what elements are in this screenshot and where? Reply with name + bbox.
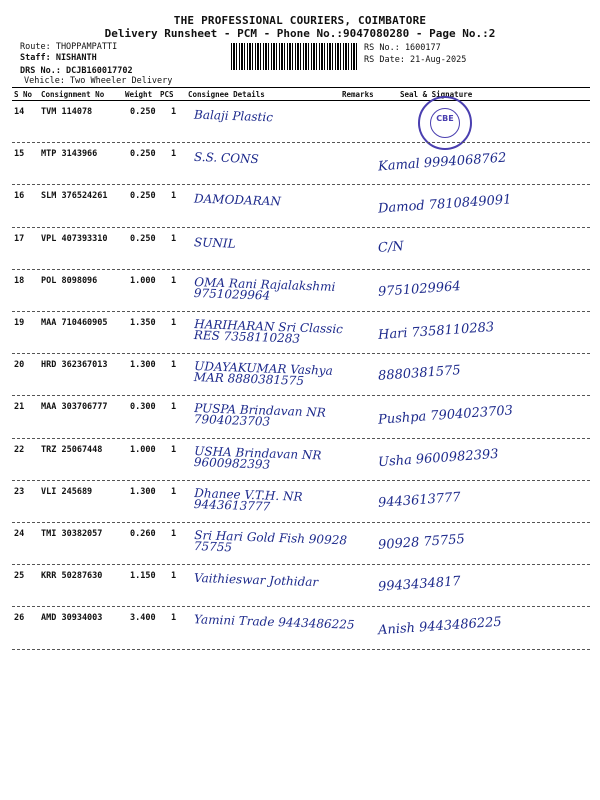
drs-number: DRS No.: DCJB160017702 xyxy=(20,66,133,76)
row-pcs: 1 xyxy=(171,402,177,413)
row-weight: 3.400 xyxy=(130,613,156,624)
row-pcs: 1 xyxy=(171,486,177,497)
col-weight: Weight xyxy=(125,90,153,99)
row-consignment-no: HRD 362367013 xyxy=(41,360,108,371)
row-pcs: 1 xyxy=(171,444,177,455)
row-weight: 1.300 xyxy=(130,360,156,371)
col-sno: S No xyxy=(14,90,33,99)
row-pcs: 1 xyxy=(171,191,177,202)
table-row xyxy=(12,523,590,565)
row-pcs: 1 xyxy=(171,149,177,160)
row-consignment-no: VPL 407393310 xyxy=(41,233,108,244)
table-row xyxy=(12,396,590,438)
rs-date: RS Date: 21-Aug-2025 xyxy=(364,55,467,65)
row-signature-handwritten: C/N xyxy=(377,238,405,256)
row-consignee-handwritten: HARIHARAN Sri Classic RES 7358110283 xyxy=(193,317,344,346)
row-consignee-handwritten: OMA Rani Rajalakshmi 9751029964 xyxy=(193,274,336,303)
row-consignee-handwritten: UDAYAKUMAR Vashya MAR 8880381575 xyxy=(193,359,333,389)
row-signature-handwritten: 8880381575 xyxy=(377,363,462,385)
table-row xyxy=(12,143,590,185)
runsheet-title: Delivery Runsheet - PCM - Phone No.:9047080280 - Page No.:2 xyxy=(104,27,496,40)
row-consignee-handwritten: DAMODARAN xyxy=(193,191,282,209)
row-consignment-no: POL 8098096 xyxy=(41,275,98,286)
row-consignment-no: TMI 30382057 xyxy=(41,529,103,539)
row-weight: 0.250 xyxy=(130,149,156,160)
row-sno: 20 xyxy=(14,360,25,371)
row-signature-handwritten: Hari 7358110283 xyxy=(377,319,495,344)
row-signature-handwritten: Anish 9443486225 xyxy=(377,615,503,639)
row-sno: 14 xyxy=(14,107,25,117)
row-consignee-handwritten: USHA Brindavan NR 9600982393 xyxy=(193,443,322,472)
row-sno: 16 xyxy=(14,191,25,202)
row-signature-handwritten: Usha 9600982393 xyxy=(377,446,499,470)
vehicle-label: Vehicle: Two Wheeler Delivery xyxy=(24,76,173,86)
row-pcs: 1 xyxy=(171,613,177,624)
row-consignment-no: AMD 30934003 xyxy=(41,613,103,624)
table-row xyxy=(12,607,590,649)
table-row xyxy=(12,354,590,396)
row-sno: 25 xyxy=(14,571,25,582)
header-rule-top xyxy=(12,87,590,88)
table-row xyxy=(12,312,590,354)
row-sno: 23 xyxy=(14,486,25,497)
table-row xyxy=(12,439,590,481)
company-title: THE PROFESSIONAL COURIERS, COIMBATORE xyxy=(173,14,427,27)
row-consignee-handwritten: Balaji Plastic xyxy=(193,107,274,125)
row-pcs: 1 xyxy=(171,107,177,117)
row-consignment-no: MAA 710460905 xyxy=(41,318,108,328)
table-row xyxy=(12,228,590,270)
col-pcs: PCS xyxy=(160,90,174,99)
row-weight: 1.350 xyxy=(130,318,156,328)
row-weight: 0.300 xyxy=(130,402,156,413)
row-consignment-no: TVM 114078 xyxy=(41,107,93,117)
row-weight: 0.260 xyxy=(130,529,156,539)
row-weight: 0.250 xyxy=(130,233,156,244)
row-consignee-handwritten: Dhanee V.T.H. NR 9443613777 xyxy=(193,485,303,514)
row-consignee-handwritten: Sri Hari Gold Fish 90928 75755 xyxy=(193,528,348,555)
row-sno: 15 xyxy=(14,149,25,160)
col-consignee: Consignee Details xyxy=(188,90,265,99)
row-sno: 22 xyxy=(14,444,25,455)
row-weight: 1.000 xyxy=(130,444,156,455)
row-signature-handwritten: Kamal 9994068762 xyxy=(377,150,507,175)
row-consignee-handwritten: Vaithieswar Jothidar xyxy=(193,571,319,590)
row-weight: 1.300 xyxy=(130,486,156,497)
row-pcs: 1 xyxy=(171,318,177,328)
row-signature-handwritten: 9751029964 xyxy=(377,278,462,300)
row-pcs: 1 xyxy=(171,275,177,286)
row-consignment-no: MTP 3143966 xyxy=(41,149,98,160)
table-row xyxy=(12,270,590,312)
rs-number: RS No.: 1600177 xyxy=(364,43,441,53)
row-consignment-no: VLI 245689 xyxy=(41,486,93,497)
staff-label: Staff: NISHANTH xyxy=(20,53,97,63)
row-consignment-no: TRZ 25067448 xyxy=(41,444,103,455)
row-weight: 0.250 xyxy=(130,107,156,117)
route-label: Route: THOPPAMPATTI xyxy=(20,42,118,52)
row-consignee-handwritten: S.S. CONS xyxy=(193,150,260,167)
table-row xyxy=(12,185,590,227)
row-pcs: 1 xyxy=(171,529,177,539)
stamp-text: CBE xyxy=(436,114,454,123)
col-seal: Seal & Signature xyxy=(400,90,473,99)
row-divider xyxy=(12,649,590,650)
row-pcs: 1 xyxy=(171,233,177,244)
row-sno: 18 xyxy=(14,275,25,286)
row-sno: 17 xyxy=(14,233,25,244)
row-pcs: 1 xyxy=(171,360,177,371)
row-signature-handwritten: 9943434817 xyxy=(377,574,462,596)
row-sno: 26 xyxy=(14,613,25,624)
col-remarks: Remarks xyxy=(342,90,374,99)
row-signature-handwritten: 9443613777 xyxy=(377,489,462,511)
row-consignee-handwritten: PUSPA Brindavan NR 7904023703 xyxy=(193,401,327,430)
row-weight: 1.000 xyxy=(130,275,156,286)
table-row xyxy=(12,481,590,523)
row-consignment-no: MAA 303706777 xyxy=(41,402,108,413)
table-row xyxy=(12,565,590,607)
row-consignee-handwritten: SUNIL xyxy=(193,234,236,251)
row-consignment-no: SLM 376524261 xyxy=(41,191,108,202)
row-signature-handwritten: 90928 75755 xyxy=(377,531,466,554)
row-consignment-no: KRR 50287630 xyxy=(41,571,103,582)
row-weight: 0.250 xyxy=(130,191,156,202)
row-weight: 1.150 xyxy=(130,571,156,582)
row-signature-handwritten: Damod 7810849091 xyxy=(377,192,512,218)
col-consignment: Consignment No xyxy=(41,90,105,99)
row-pcs: 1 xyxy=(171,571,177,582)
table-row xyxy=(12,101,590,143)
row-signature-handwritten: Pushpa 7904023703 xyxy=(377,403,514,429)
row-sno: 19 xyxy=(14,318,25,328)
row-sno: 24 xyxy=(14,529,25,539)
row-consignee-handwritten: Yamini Trade 9443486225 xyxy=(193,612,355,633)
runsheet-barcode xyxy=(231,43,359,70)
row-sno: 21 xyxy=(14,402,25,413)
